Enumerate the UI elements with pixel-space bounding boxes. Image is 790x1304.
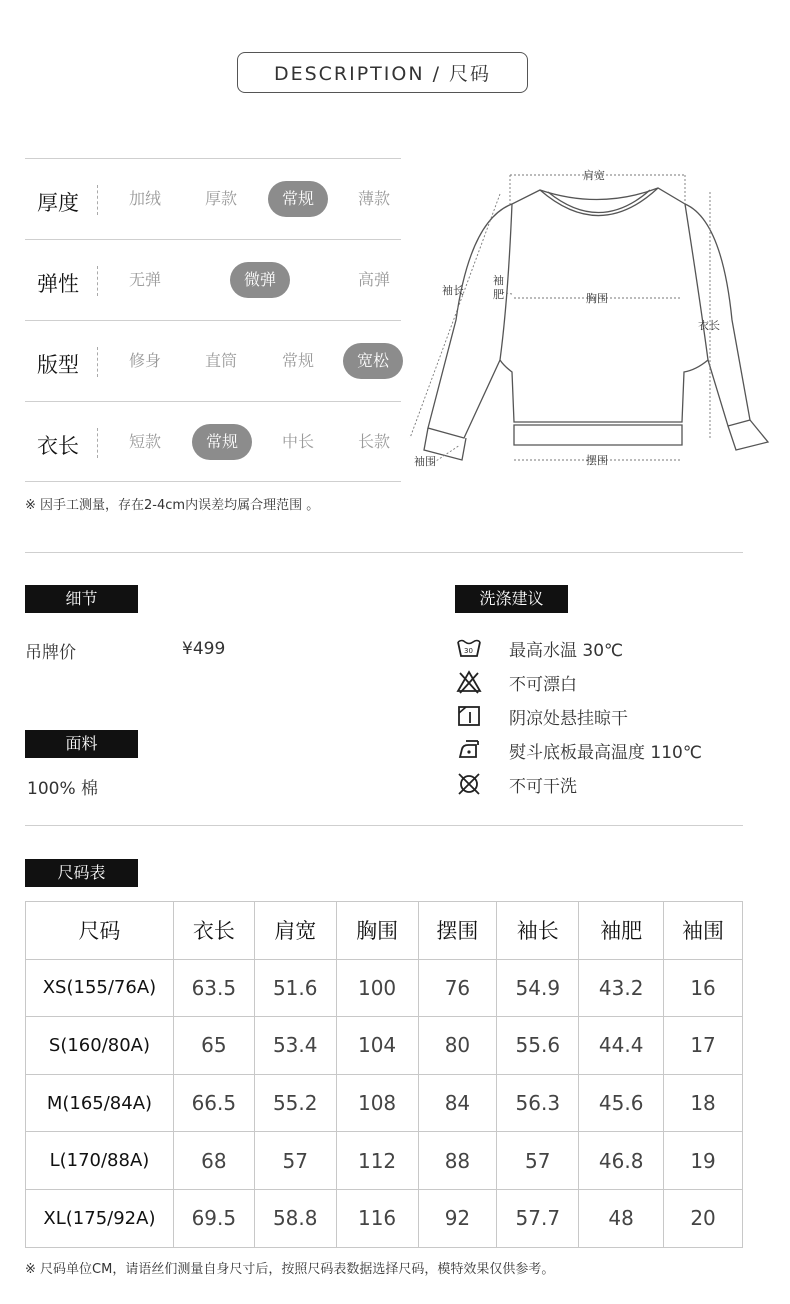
table-cell: 58.8 [254, 1189, 336, 1247]
label-sleeve-width-2: 肥 [493, 288, 504, 301]
line-dry-shade-icon [456, 703, 482, 729]
column-header: 胸围 [336, 902, 418, 960]
divider [97, 428, 98, 458]
divider [97, 185, 98, 215]
wash-30-icon [456, 635, 482, 661]
option: 短款 [128, 432, 162, 451]
option: 修身 [128, 351, 162, 370]
column-header: 衣长 [173, 902, 254, 960]
column-header: 尺码 [26, 902, 174, 960]
table-cell: 68 [173, 1132, 254, 1190]
table-cell: 56.3 [497, 1074, 579, 1132]
table-cell: 76 [418, 959, 497, 1017]
no-dry-clean-icon [456, 771, 482, 797]
svg-text:30: 30 [464, 647, 473, 655]
table-row [26, 1189, 743, 1247]
table-row [26, 959, 743, 1017]
table-cell: 43.2 [579, 959, 664, 1017]
option-selected: 常规 [192, 424, 252, 460]
column-header: 袖肥 [579, 902, 664, 960]
label-sleeve-length: 袖长 [442, 284, 464, 297]
wash-text: 最高水温 30℃ [509, 640, 624, 661]
option: 中长 [281, 432, 315, 451]
wash-text: 不可漂白 [509, 674, 577, 695]
label-chest: 胸围 [586, 292, 608, 305]
table-cell: 55.6 [497, 1017, 579, 1075]
attr-label: 厚度 [37, 191, 79, 215]
option: 长款 [357, 432, 391, 451]
wash-text: 不可干洗 [509, 776, 577, 797]
option: 薄款 [357, 189, 391, 208]
table-cell: 57 [254, 1132, 336, 1190]
table-cell: 65 [173, 1017, 254, 1075]
label-sleeve-width: 袖 [493, 274, 504, 287]
table-cell: 66.5 [173, 1074, 254, 1132]
column-header: 袖长 [497, 902, 579, 960]
table-row [26, 1074, 743, 1132]
wash-tag: 洗涤建议 [455, 585, 568, 613]
attr-label: 弹性 [37, 272, 79, 296]
column-header: 肩宽 [254, 902, 336, 960]
table-cell: S(160/80A) [26, 1017, 174, 1075]
table-header-row [26, 902, 743, 960]
table-cell: 17 [664, 1017, 743, 1075]
wash-text: 熨斗底板最高温度 110℃ [509, 742, 702, 763]
iron-icon [456, 737, 482, 763]
table-cell: 112 [336, 1132, 418, 1190]
measure-note: ※ 因手工测量，存在2-4cm内误差均属合理范围 。 [25, 498, 320, 513]
table-cell: 55.2 [254, 1074, 336, 1132]
table-cell: 48 [579, 1189, 664, 1247]
option: 无弹 [128, 270, 162, 289]
option-selected: 常规 [268, 181, 328, 217]
attr-row-length [25, 401, 401, 482]
divider [97, 347, 98, 377]
option: 常规 [281, 351, 315, 370]
table-cell: 104 [336, 1017, 418, 1075]
attr-row-elasticity [25, 239, 401, 320]
table-cell: XS(155/76A) [26, 959, 174, 1017]
table-cell: 88 [418, 1132, 497, 1190]
divider [25, 552, 743, 553]
label-length: 衣长 [698, 319, 720, 332]
table-cell: 84 [418, 1074, 497, 1132]
option-selected: 宽松 [343, 343, 403, 379]
table-cell: 69.5 [173, 1189, 254, 1247]
details-tag: 细节 [25, 585, 138, 613]
table-cell: 20 [664, 1189, 743, 1247]
option: 厚款 [204, 189, 238, 208]
option: 直筒 [204, 351, 238, 370]
table-cell: 51.6 [254, 959, 336, 1017]
table-row [26, 1132, 743, 1190]
wash-item [456, 634, 623, 662]
table-cell: 63.5 [173, 959, 254, 1017]
table-cell: 19 [664, 1132, 743, 1190]
table-cell: 80 [418, 1017, 497, 1075]
column-header: 摆围 [418, 902, 497, 960]
attr-label: 版型 [37, 353, 79, 377]
divider [97, 266, 98, 296]
option: 高弹 [357, 270, 391, 289]
table-row [26, 1017, 743, 1075]
fabric-value: 100% 棉 [27, 779, 99, 799]
sweater-diagram [400, 160, 780, 480]
table-cell: M(165/84A) [26, 1074, 174, 1132]
price-label: 吊牌价 [25, 643, 76, 663]
table-cell: 18 [664, 1074, 743, 1132]
wash-item [456, 668, 577, 696]
column-header: 袖围 [664, 902, 743, 960]
table-cell: 57.7 [497, 1189, 579, 1247]
table-cell: 54.9 [497, 959, 579, 1017]
table-cell: XL(175/92A) [26, 1189, 174, 1247]
table-cell: 100 [336, 959, 418, 1017]
label-hem: 摆围 [586, 454, 608, 467]
wash-item [456, 736, 702, 764]
table-cell: 44.4 [579, 1017, 664, 1075]
table-cell: 16 [664, 959, 743, 1017]
label-cuff: 袖围 [414, 455, 436, 468]
size-footnote: ※ 尺码单位CM，请语丝们测量自身尺寸后，按照尺码表数据选择尺码，模特效果仅供参考。 [25, 1262, 555, 1277]
price-value: ¥499 [182, 639, 226, 659]
wash-item [456, 770, 577, 798]
no-bleach-icon [456, 669, 482, 695]
option: 加绒 [128, 189, 162, 208]
size-table [25, 901, 743, 1248]
table-cell: L(170/88A) [26, 1132, 174, 1190]
table-cell: 92 [418, 1189, 497, 1247]
table-cell: 116 [336, 1189, 418, 1247]
table-cell: 45.6 [579, 1074, 664, 1132]
option-selected: 微弹 [230, 262, 290, 298]
size-chart-tag: 尺码表 [25, 859, 138, 887]
table-cell: 53.4 [254, 1017, 336, 1075]
fabric-tag: 面料 [25, 730, 138, 758]
attr-row-fit [25, 320, 401, 401]
attr-label: 衣长 [37, 434, 79, 458]
wash-text: 阴凉处悬挂晾干 [509, 708, 628, 729]
table-cell: 108 [336, 1074, 418, 1132]
attr-row-thickness [25, 158, 401, 239]
divider [25, 825, 743, 826]
label-shoulder: 肩宽 [583, 169, 605, 182]
wash-item [456, 702, 628, 730]
table-cell: 46.8 [579, 1132, 664, 1190]
page-title: DESCRIPTION / 尺码 [237, 52, 528, 93]
table-cell: 57 [497, 1132, 579, 1190]
